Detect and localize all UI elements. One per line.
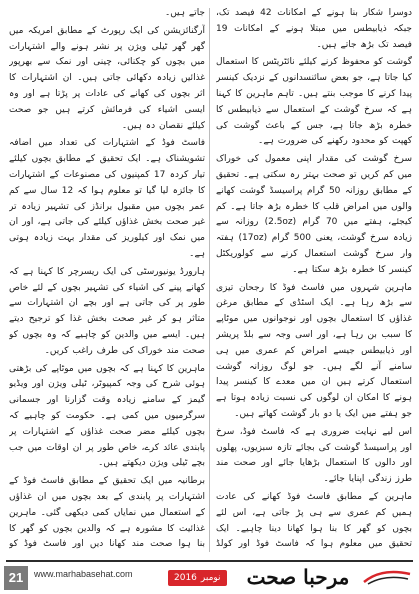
issue-month: نومبر [200, 573, 221, 583]
article-column-right [216, 6, 412, 554]
issue-date-badge [168, 570, 227, 586]
column-divider [209, 8, 210, 552]
paragraph: ماہرین کے مطابق فاسٹ فوڈ کھانے کی عادت ہمیں کم عمری سے ہی پڑ جاتی ہے، اس لئے بچوں کو گھر کا بنا ہوا کھانا دینا چاہیے۔ ایک تحقیق میں معلوم ہوا کہ فاسٹ فوڈ اور کولڈ [216, 491, 412, 550]
paragraph: ماہرین کا کہنا ہے کہ بچوں میں موٹاپے کی بڑھتی ہوئی شرح کی وجہ کمپیوٹر، ٹیلی ویژن اور ویڈیو گیمز کے سامنے زیادہ وقت گزارنا اور جسمانی سرگرمیوں میں کمی ہے۔ حکومت کو چاہیے کہ بچوں کیلئے مضر صحت غذاؤں کے اشتہارات پر پابندی عائد کرے، خاص طور پر ان اوقات میں جب بچے ٹیلی ویژن دیکھتے ہیں۔ [9, 363, 205, 469]
page-footer [0, 562, 419, 594]
paragraph: سرخ گوشت کی مقدار اپنی معمول کی خوراک میں کم کریں تو صحت بہتر رہ سکتی ہے۔ تحقیق کے مطابق روزانہ 50 گرام پراسیسڈ گوشت کھانے والوں میں امراض قلب کا خطرہ بڑھ جاتا ہے۔ کم کیجئے، ہفتے میں 70 گرام (2.5oz) روزانہ سے زیادہ سرخ گوشت، یعنی 500 گرام (17oz) ہفتہ وار سرخ گوشت استعمال کرنے سے کولوریکٹل کینسر کا خطرہ بڑھ سکتا ہے۔ [216, 154, 412, 275]
paragraph: دوسرا شکار بنا ہونے کے امکانات 42 فیصد تک، جبکہ ذیابیطس میں مبتلا ہونے کے امکانات 19 فیصد تک بڑھ جاتے ہیں۔ [216, 8, 412, 50]
issue-year: 2016 [174, 573, 197, 583]
article-column-left [9, 6, 205, 554]
paragraph: اس لیے نہایت ضروری ہے کہ فاسٹ فوڈ، سرخ اور پراسیسڈ گوشت کی بجائے تازہ سبزیوں، پھلوں اور دالوں کا استعمال بڑھایا جائے اور صحت مند طرز زندگی اپنایا جائے۔ [216, 426, 412, 485]
paragraph: ہارورڈ یونیورسٹی کی ایک ریسرچر کا کہنا ہے کہ کھانے پینے کی اشیاء کی تشہیر بچوں کے لئے خاص طور پر کی جاتی ہے اور بچے ان اشتہارات سے متاثر ہو کر غیر صحت بخش غذا کو ترجیح دیتے ہیں۔ ایسے میں والدین کو چاہیے کہ وہ بچوں کو صحت مند خوراک کی طرف راغب کریں۔ [9, 266, 205, 356]
paragraph: آرگنائزیشن کی ایک رپورٹ کے مطابق امریکہ میں گھر گھر ٹیلی ویژن پر نشر ہونے والے اشتہارات میں بچوں کو چکنائی، چینی اور نمک سے بھرپور غذائیں زیادہ دکھائی جاتی ہیں۔ ان اشتہارات کا اثر بچوں کی کھانے کی عادات پر پڑتا ہے اور وہ ایسی اشیاء کی فرمائش کرتے ہیں جو صحت کیلئے نقصان دہ ہیں۔ [9, 25, 205, 131]
paragraph: فاسٹ فوڈ کے اشتہارات کی تعداد میں اضافہ تشویشناک ہے۔ ایک تحقیق کے مطابق بچوں کیلئے تیار کردہ 17 کمپنیوں کی مصنوعات کے اشتہارات کا جائزہ لیا گیا تو معلوم ہوا کہ 12 سال سے کم عمر بچوں میں مقبول برانڈز کی تشہیر زیادہ تر غیر صحت بخش غذاؤں کیلئے کی جاتی ہے، اور ان میں نمک اور کیلوریز کی مقدار بہت زیادہ ہوتی ہے۔ [9, 138, 205, 259]
paragraph: برطانیہ میں ایک تحقیق کے مطابق فاسٹ فوڈ کے اشتہارات پر پابندی کے بعد بچوں میں ان غذاؤں کے استعمال میں نمایاں کمی دیکھی گئی۔ ماہرین غذائیت کا مشورہ ہے کہ والدین بچوں کو گھر کا بنا ہوا صحت مند کھانا دیں اور فاسٹ فوڈ کو [9, 476, 205, 550]
paragraph: جاتے ہیں۔ [164, 8, 205, 18]
page-number: 21 [4, 566, 28, 590]
logo-swoosh-icon [362, 568, 412, 586]
website-link[interactable]: www.marhabasehat.com [34, 569, 133, 579]
magazine-logo: مرحبا صحت [246, 565, 350, 589]
paragraph: ماہرین شہروں میں فاسٹ فوڈ کا رجحان تیزی سے بڑھ رہا ہے۔ ایک اسٹڈی کے مطابق مرغن غذاؤں کا استعمال بچوں اور نوجوانوں میں موٹاپے کا سبب بن رہا ہے، اور اسی وجہ سے بلڈ پریشر اور ذیابیطس جیسے امراض کم عمری میں ہی سامنے آنے لگے ہیں۔ جو لوگ روزانہ گوشت استعمال کرتے ہیں ان میں معدے کا کینسر پیدا ہونے کا امکان ان لوگوں کی نسبت زیادہ ہوتا ہے جو ہفتے میں ایک یا دو بار گوشت کھاتے ہیں۔ [216, 282, 412, 419]
paragraph: گوشت کو محفوظ کرنے کیلئے نائٹریٹس کا استعمال کیا جاتا ہے، جو بعض سائنسدانوں کے نزدیک کینسر پیدا کرنے کا موجب بنتے ہیں۔ تاہم ماہرین کا کہنا ہے کہ سرخ گوشت کے استعمال سے ذیابیطس کا خطرہ بڑھ جاتا ہے، جس کے باعث گوشت کی کھپت کو محدود رکھنے کی ضرورت ہے۔ [216, 57, 412, 147]
